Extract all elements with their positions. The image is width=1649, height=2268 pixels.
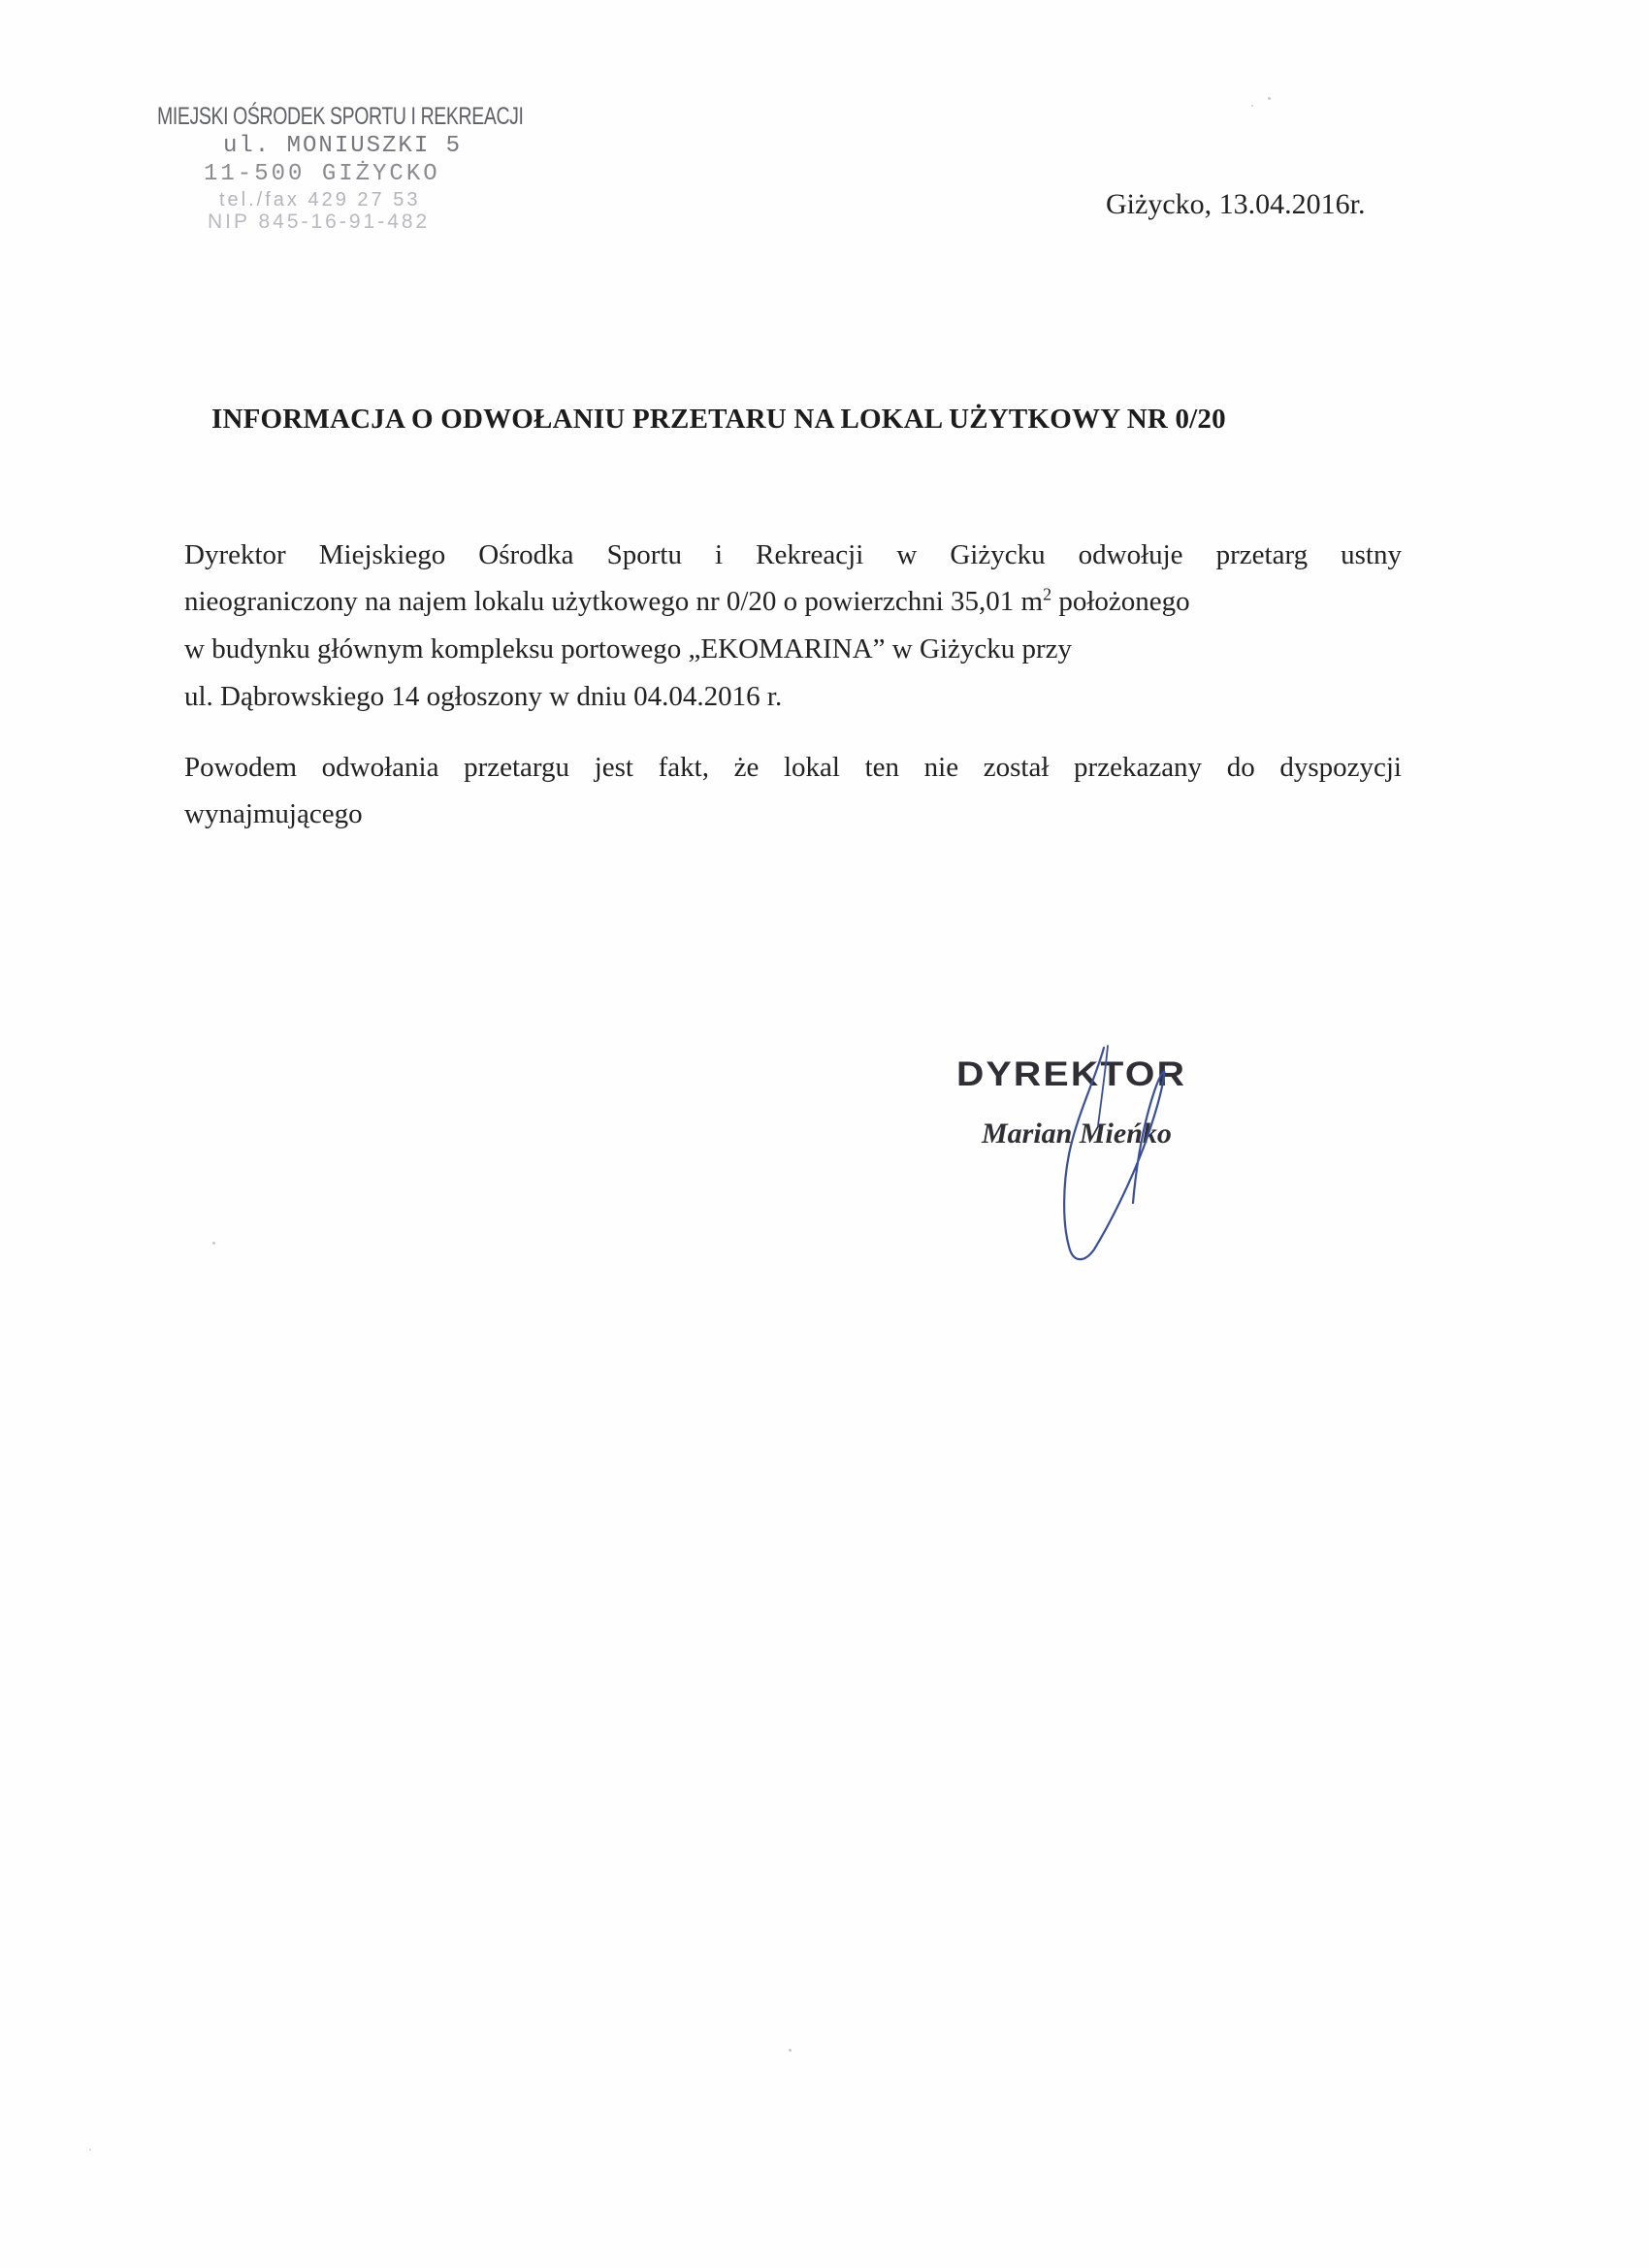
scan-speck <box>1268 97 1271 100</box>
stamp-postal-city: 11-500 GIŻYCKO <box>204 161 440 187</box>
paragraph-text: położonego <box>1051 586 1190 617</box>
signature-title: DYREKTOR <box>956 1055 1187 1093</box>
paragraph-line: w budynku głównym kompleksu portowego „EKOMARINA” w Giżycku przy <box>184 633 1072 664</box>
scan-speck <box>1251 105 1253 107</box>
paragraph-text: nieograniczony na najem lokalu użytkowego nr 0/20 o powierzchni 35,01 m <box>184 586 1044 617</box>
paragraph-line: ul. Dąbrowskiego 14 ogłoszony w dniu 04.04.2016 r. <box>184 681 783 712</box>
stamp-street: ul. MONIUSZKI 5 <box>223 133 463 159</box>
signatory-name: Marian Mieńko <box>982 1118 1172 1150</box>
scan-speck <box>89 2149 91 2151</box>
scan-speck <box>212 1242 215 1245</box>
stamp-nip: NIP 845-16-91-482 <box>208 211 431 233</box>
superscript: 2 <box>1043 584 1052 604</box>
stamp-organization-name: MIEJSKI OŚRODEK SPORTU I REKREACJI <box>157 103 524 130</box>
document-date: Giżycko, 13.04.2016r. <box>1106 188 1366 220</box>
paragraph-line: Powodem odwołania przetargu jest fakt, że lokal ten nie został przekazany do dyspozycji <box>184 752 1402 783</box>
document-title: INFORMACJA O ODWOŁANIU PRZETARU NA LOKAL UŻYTKOWY NR 0/20 <box>211 404 1226 435</box>
organization-stamp <box>157 105 545 232</box>
paragraph-announcement <box>184 541 1402 715</box>
scan-speck <box>789 2049 792 2052</box>
paragraph-line: wynajmującego <box>184 798 363 829</box>
stamp-phone: tel./fax 429 27 53 <box>219 189 421 211</box>
paragraph-line <box>184 584 1402 620</box>
paragraph-reason <box>184 754 1402 832</box>
handwritten-signature <box>1009 1038 1232 1280</box>
paragraph-line: Dyrektor Miejskiego Ośrodka Sportu i Rekreacji w Giżycku odwołuje przetarg ustny <box>184 539 1402 570</box>
